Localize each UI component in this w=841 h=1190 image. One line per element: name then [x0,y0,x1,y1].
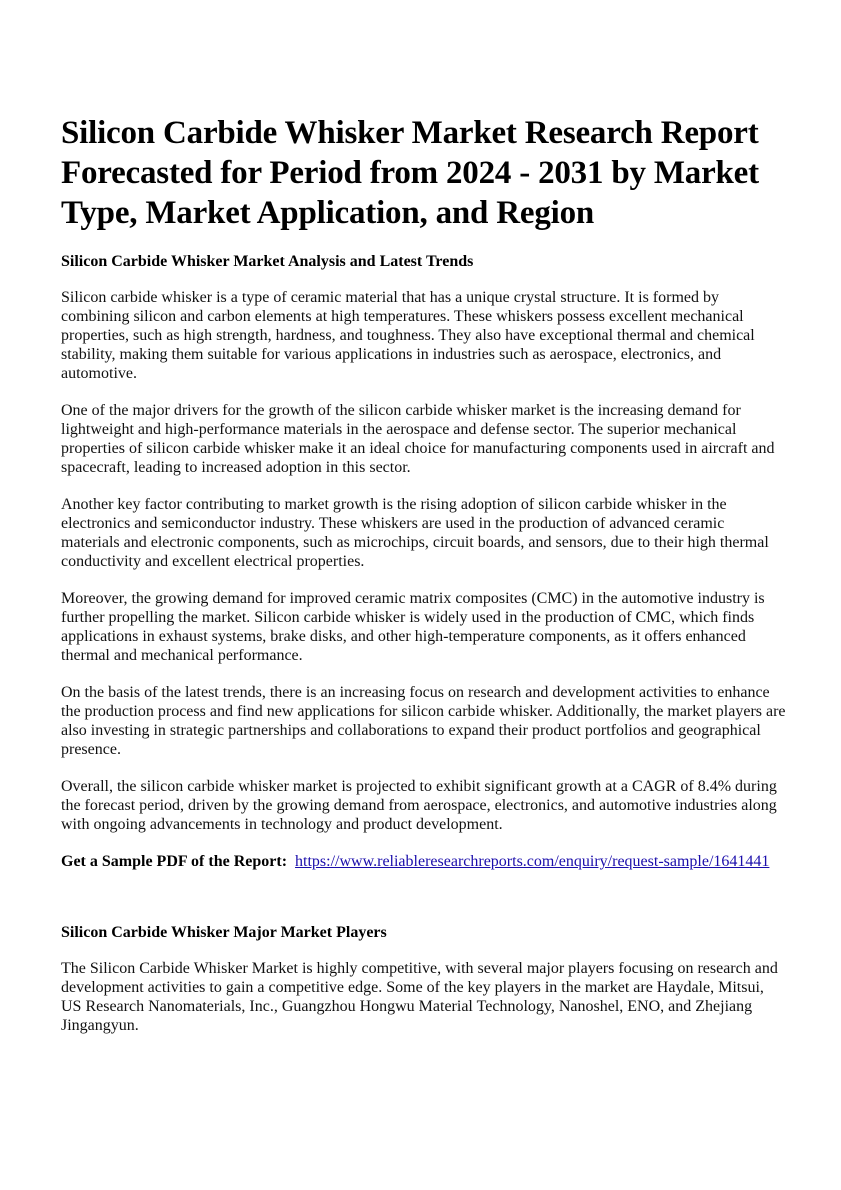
players-section [61,923,786,1035]
analysis-section [61,252,786,871]
sample-pdf-label: Get a Sample PDF of the Report: [61,853,288,870]
section-heading-players: Silicon Carbide Whisker Major Market Players [61,924,387,941]
section-heading-analysis: Silicon Carbide Whisker Market Analysis and Latest Trends [61,253,474,270]
sample-pdf-line [61,852,786,871]
paragraph-players: The Silicon Carbide Whisker Market is highly competitive, with several major players focusing on research and development activities to gain a competitive edge. Some of the key players in the market are Haydale, Mitsui, US Research Nanomaterials, Inc., Guangzhou Hongwu Material Technology, Nanoshel, ENO, and Zhejiang Jingangyun. [61,960,778,1034]
paragraph-automotive-cmc: Moreover, the growing demand for improved ceramic matrix composites (CMC) in the automotive industry is further propelling the market. Silicon carbide whisker is widely used in the production of CMC, which finds applications in exhaust systems, brake disks, and other high-temperature components, as it offers enhanced thermal and mechanical performance. [61,590,765,664]
paragraph-latest-trends: On the basis of the latest trends, there is an increasing focus on research and development activities to enhance the production process and find new applications for silicon carbide whisker. Additionally, the market players are also investing in strategic partnerships and collaborations to expand their product portfolios and geographical presence. [61,684,786,758]
paragraph-electronics-factor: Another key factor contributing to market growth is the rising adoption of silicon carbide whisker in the electronics and semiconductor industry. These whiskers are used in the production of advanced ceramic materials and electronic components, such as microchips, circuit boards, and sensors, due to their high thermal conductivity and excellent electrical properties. [61,496,769,570]
sample-pdf-link[interactable]: https://www.reliableresearchreports.com/enquiry/request-sample/1641441 [295,853,770,870]
document-title: Silicon Carbide Whisker Market Research Report Forecasted for Period from 2024 - 2031 by Market Type, Market Application, and Region [61,115,759,231]
paragraph-aerospace-driver: One of the major drivers for the growth of the silicon carbide whisker market is the increasing demand for lightweight and high-performance materials in the aerospace and defense sector. The superior mechanical properties of silicon carbide whisker make it an ideal choice for manufacturing components used in aircraft and spacecraft, leading to increased adoption in this sector. [61,402,775,476]
paragraph-cagr-overall: Overall, the silicon carbide whisker market is projected to exhibit significant growth at a CAGR of 8.4% during the forecast period, driven by the growing demand from aerospace, electronics, and automotive industries along with ongoing advancements in technology and product development. [61,778,777,833]
document-page [61,113,786,1053]
paragraph-intro: Silicon carbide whisker is a type of ceramic material that has a unique crystal structure. It is formed by combining silicon and carbon elements at high temperatures. These whiskers possess excellent mechanical properties, such as high strength, hardness, and toughness. They also have exceptional thermal and chemical stability, making them suitable for various applications in industries such as aerospace, electronics, and automotive. [61,289,755,382]
